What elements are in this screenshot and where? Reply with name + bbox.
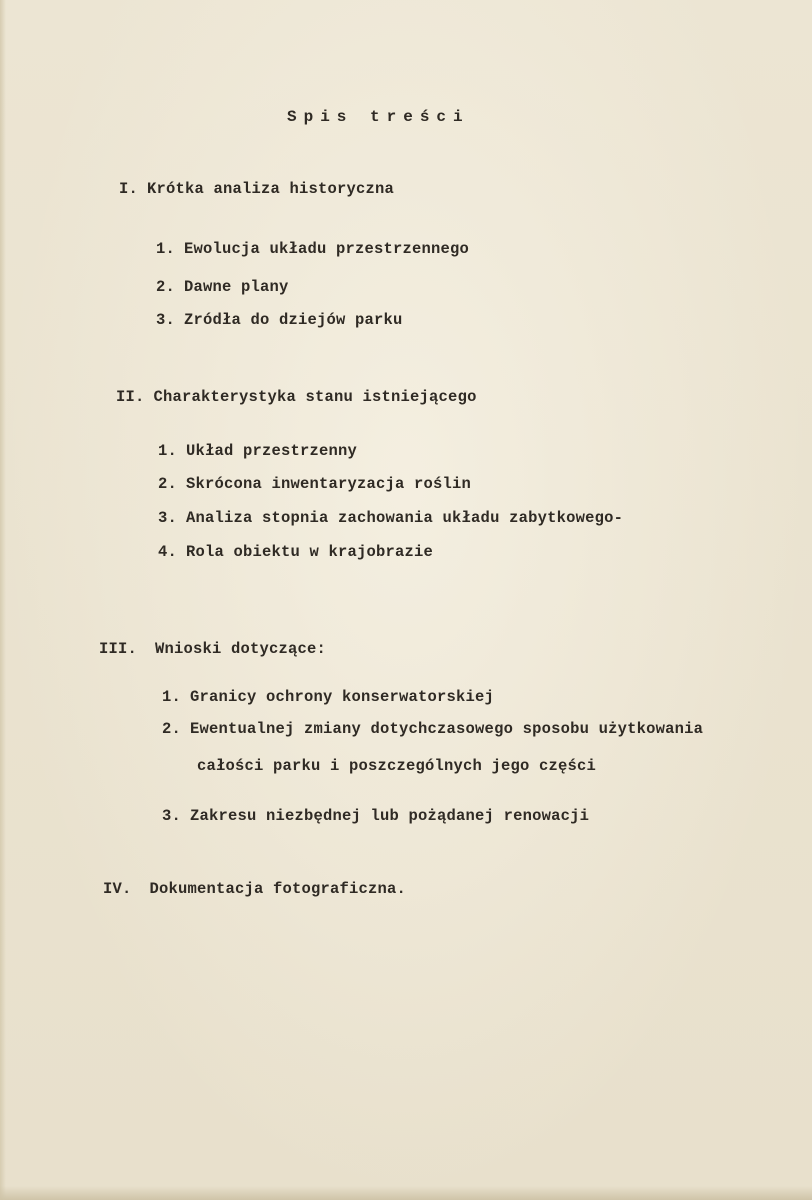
toc-item xyxy=(158,442,357,460)
item-text: Układ przestrzenny xyxy=(186,442,358,460)
page-title: Spis treści xyxy=(287,108,470,126)
section-heading-2 xyxy=(116,388,477,406)
item-text: Ewentualnej zmiany dotychczasowego sposobu użytkowania xyxy=(190,720,704,738)
item-number: 2. xyxy=(156,278,176,296)
section-title: Dokumentacja fotograficzna. xyxy=(149,880,407,898)
item-number: 4. xyxy=(158,543,178,561)
section-title: Wnioski dotyczące: xyxy=(155,640,327,658)
toc-item xyxy=(156,278,289,296)
item-number: 3. xyxy=(158,509,178,527)
item-text: Rola obiektu w krajobrazie xyxy=(186,543,434,561)
page-edge-shadow xyxy=(0,0,6,1200)
item-text: Analiza stopnia zachowania układu zabytkowego- xyxy=(186,509,624,527)
item-text: Skrócona inwentaryzacja roślin xyxy=(186,475,472,493)
item-text: Dawne plany xyxy=(184,278,289,296)
item-number: 2. xyxy=(162,720,182,738)
item-text: Granicy ochrony konserwatorskiej xyxy=(190,688,495,706)
section-heading-1 xyxy=(119,180,394,198)
section-heading-4 xyxy=(103,880,406,898)
item-number: 3. xyxy=(162,807,182,825)
item-number: 1. xyxy=(162,688,182,706)
section-number: II. xyxy=(116,388,145,406)
toc-item-continuation: całości parku i poszczególnych jego części xyxy=(197,757,597,775)
toc-item xyxy=(162,807,589,825)
section-heading-3 xyxy=(99,640,326,658)
page-bottom-edge xyxy=(0,1186,812,1200)
toc-item xyxy=(162,720,703,738)
toc-item xyxy=(158,543,433,561)
toc-item xyxy=(162,688,494,706)
item-text: Ewolucja układu przestrzennego xyxy=(184,240,470,258)
section-number: IV. xyxy=(103,880,132,898)
item-text: Zakresu niezbędnej lub pożądanej renowacji xyxy=(190,807,590,825)
section-number: I. xyxy=(119,180,139,198)
toc-item xyxy=(156,311,403,329)
item-number: 1. xyxy=(158,442,178,460)
section-title: Charakterystyka stanu istniejącego xyxy=(153,388,477,406)
toc-item xyxy=(158,509,623,527)
toc-item xyxy=(158,475,471,493)
section-title: Krótka analiza historyczna xyxy=(147,180,395,198)
section-number: III. xyxy=(99,640,138,658)
toc-item xyxy=(156,240,469,258)
item-text: Zródła do dziejów parku xyxy=(184,311,403,329)
item-number: 3. xyxy=(156,311,176,329)
item-number: 1. xyxy=(156,240,176,258)
item-number: 2. xyxy=(158,475,178,493)
